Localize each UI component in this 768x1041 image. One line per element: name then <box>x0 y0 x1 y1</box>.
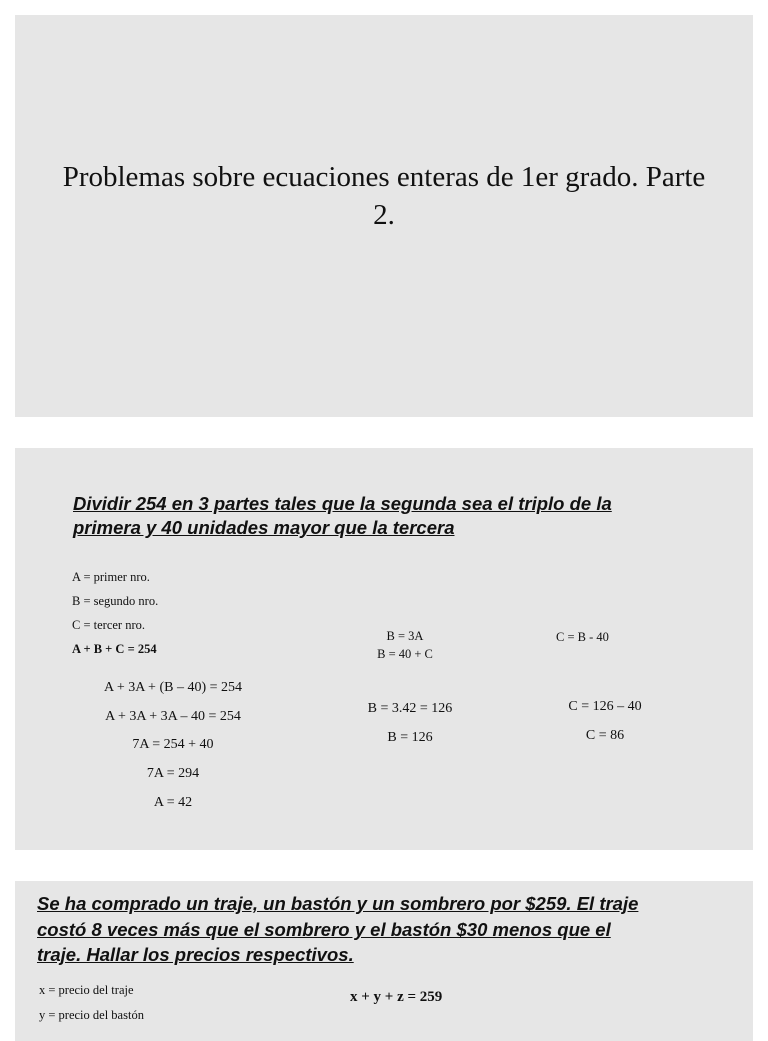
c-relation: C = B - 40 <box>556 630 609 644</box>
slide-problem-2 <box>15 881 753 1041</box>
definition-c: C = tercer nro. <box>72 618 145 632</box>
definition-b: B = segundo nro. <box>72 594 159 608</box>
c-step-1: C = 126 – 40 <box>568 699 642 714</box>
problem-2-heading-line-1: Se ha comprado un traje, un bastón y un sombrero por $259. El traje <box>37 893 639 914</box>
sum-equation-xyz: x + y + z = 259 <box>350 989 443 1005</box>
problem-2-heading-line-3: traje. Hallar los precios respectivos. <box>37 944 354 965</box>
step-2: A + 3A + 3A – 40 = 254 <box>105 709 241 724</box>
sum-equation: A + B + C = 254 <box>72 642 157 656</box>
problem-1-heading-line-2: primera y 40 unidades mayor que la tercera <box>73 517 455 538</box>
c-step-2: C = 86 <box>585 728 625 743</box>
step-3: 7A = 254 + 40 <box>132 737 214 752</box>
step-4: 7A = 294 <box>146 766 200 781</box>
b-relation-2: B = 40 + C <box>377 647 433 661</box>
slide-title-text: Problemas sobre ecuaciones enteras de 1er grado. Parte 2. <box>62 161 706 231</box>
step-1: A + 3A + (B – 40) = 254 <box>103 680 243 695</box>
b-step-2: B = 126 <box>387 730 433 745</box>
problem-2-heading-line-2: costó 8 veces más que el sombrero y el bastón $30 menos que el <box>37 919 611 940</box>
slide-title <box>15 15 753 417</box>
slide-problem-1 <box>15 448 753 850</box>
b-relation-1: B = 3A <box>386 629 424 643</box>
problem-1-heading-line-1: Dividir 254 en 3 partes tales que la segunda sea el triplo de la <box>73 493 612 514</box>
step-5: A = 42 <box>153 795 193 810</box>
definition-y: y = precio del bastón <box>39 1008 144 1022</box>
definition-a: A = primer nro. <box>72 570 150 584</box>
b-step-1: B = 3.42 = 126 <box>367 701 453 716</box>
definition-x: x = precio del traje <box>39 983 134 997</box>
